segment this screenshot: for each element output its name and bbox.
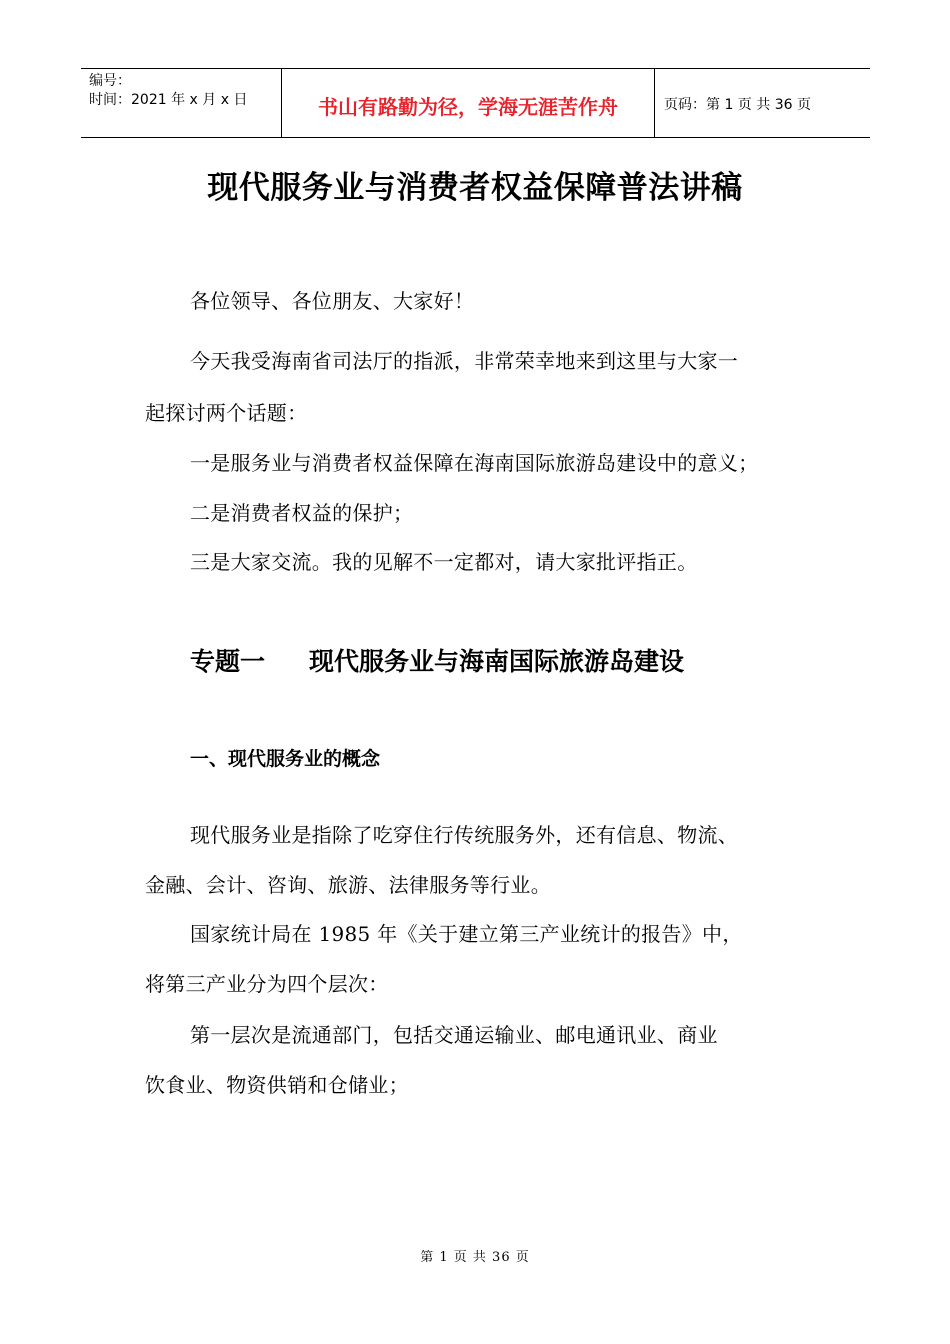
paragraph-1-line-2: 金融、会计、咨询、旅游、法律服务等行业。 xyxy=(145,873,551,897)
paragraph-2-line-1: 国家统计局在 1985 年《关于建立第三产业统计的报告》中， xyxy=(190,922,743,946)
greeting: 各位领导、各位朋友、大家好！ xyxy=(190,289,475,313)
paragraph-3-line-1: 第一层次是流通部门，包括交通运输业、邮电通讯业、商业 xyxy=(190,1023,718,1047)
date-label: 时间：2021 年 x 月 x 日 xyxy=(89,92,248,108)
section-label: 专题一 xyxy=(190,647,266,676)
topic-2: 二是消费者权益的保护； xyxy=(190,501,414,525)
section-heading xyxy=(190,642,684,678)
paragraph-3-line-2: 饮食业、物资供销和仓储业； xyxy=(145,1073,409,1097)
topic-3: 三是大家交流。我的见解不一定都对，请大家批评指正。 xyxy=(190,550,698,574)
number-label: 编号： xyxy=(89,73,131,89)
paragraph-1-line-1: 现代服务业是指除了吃穿住行传统服务外，还有信息、物流、 xyxy=(190,823,739,847)
subsection-heading: 一、现代服务业的概念 xyxy=(190,748,381,770)
intro-line-1: 今天我受海南省司法厅的指派，非常荣幸地来到这里与大家一 xyxy=(190,349,739,373)
topic-1: 一是服务业与消费者权益保障在海南国际旅游岛建设中的意义； xyxy=(190,451,759,475)
paragraph-2-line-2: 将第三产业分为四个层次： xyxy=(145,972,389,996)
page-title: 现代服务业与消费者权益保障普法讲稿 xyxy=(207,170,743,206)
motto-text: 书山有路勤为径，学海无涯苦作舟 xyxy=(318,94,618,119)
section-title: 现代服务业与海南国际旅游岛建设 xyxy=(309,647,685,676)
header-meta-cell xyxy=(81,69,282,137)
document-header xyxy=(81,68,870,138)
page-info: 页码：第 1 页 共 36 页 xyxy=(664,97,811,113)
header-page-cell xyxy=(655,69,870,137)
intro-line-2: 起探讨两个话题： xyxy=(145,401,308,425)
page-footer: 第 1 页 共 36 页 xyxy=(420,1250,530,1265)
header-motto-cell xyxy=(282,69,655,137)
